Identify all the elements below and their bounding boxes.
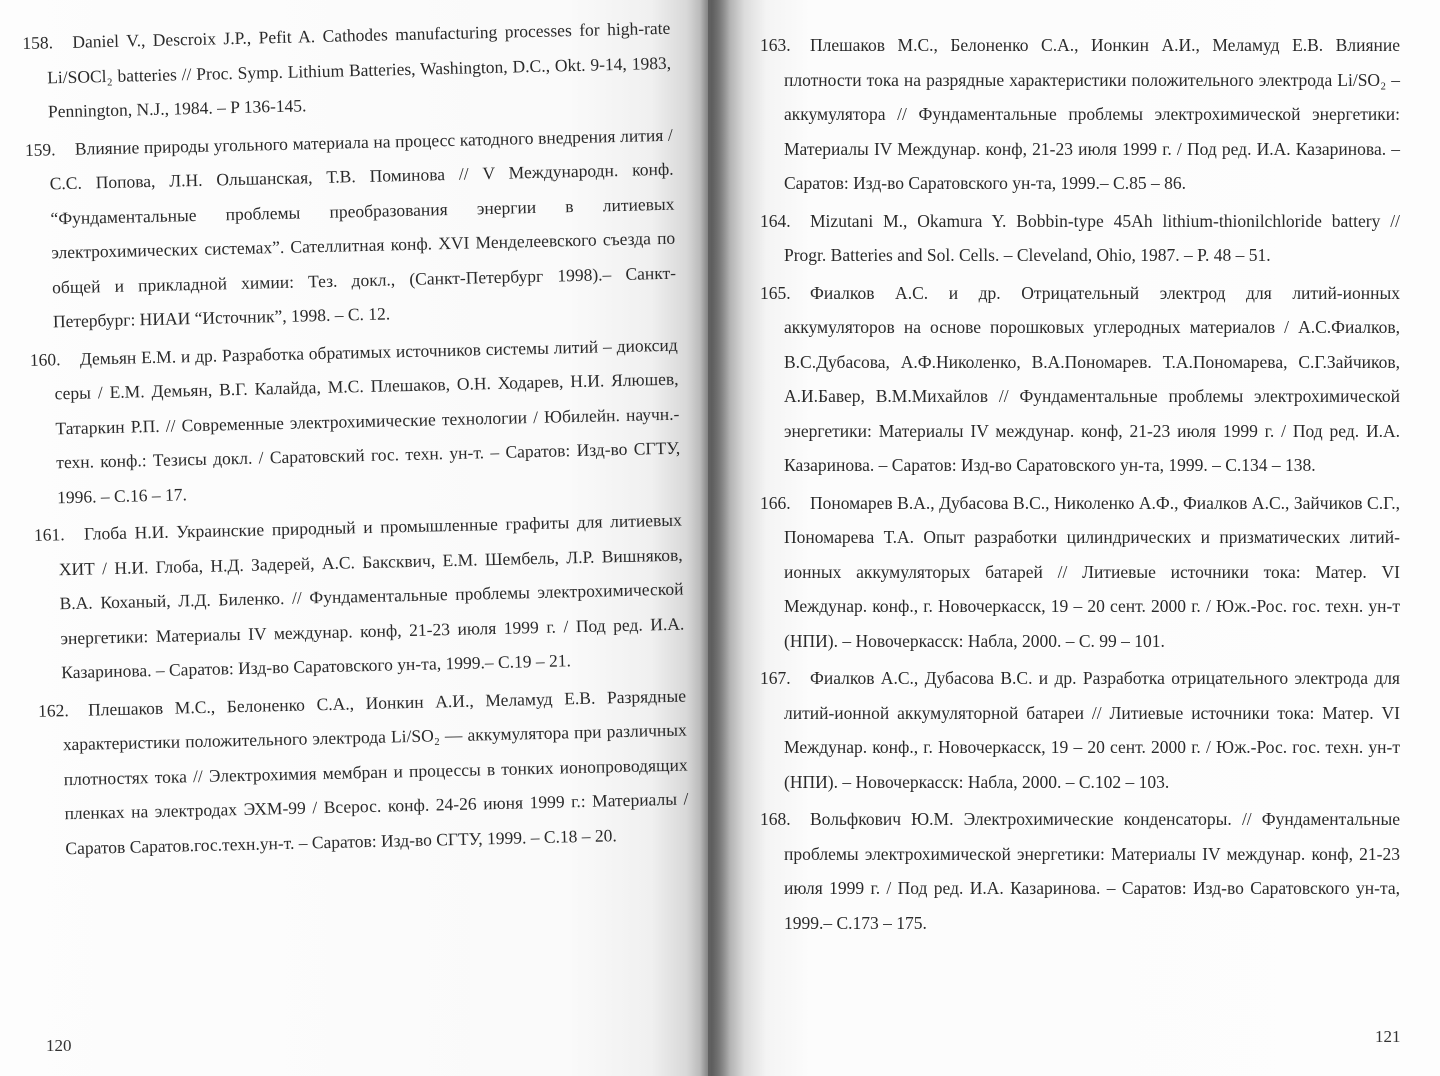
- reference-text: Плешаков М.С., Белоненко С.А., Ионкин А.И., Меламуд Е.В. Разрядные характеристики положительного электрода Li/SO₂ — аккумулятора при различных плотностях тока // Электрохимия мембран и процессы в тонких ионопроводящих пленках на электродах ЭХМ-99 / Всерос. конф. 24-26 июня 1999 г.: Материалы / Саратов Саратов.гос.техн.ун-т. – Саратов: Изд-во СГТУ, 1999. – С.18 – 20.: [62, 685, 689, 858]
- reference-number: 168.: [760, 809, 791, 829]
- reference-number: 163.: [760, 35, 791, 55]
- reference-item: [38, 678, 690, 866]
- reference-item: [760, 204, 1400, 273]
- reference-text: Daniel V., Descroix J.P., Pefit A. Cathodes manufacturing processes for high-rate Li/SOCl₂ batteries // Proc. Symp. Lithium Batteries, Washington, D.C., Okt. 9-14, 1983, Pennington, N.J., 1984. – P 136-145.: [46, 17, 672, 122]
- reference-text: Фиалков А.С., Дубасова В.С. и др. Разработка отрицательного электрода для литий-ионной аккумуляторной батареи // Литиевые источники тока: Матер. VI Междунар. конф., г. Новочеркасск, 19 – 20 сент. 2000 г. / Юж.-Рос. гос. техн. ун-т (НПИ). – Новочеркасск: Набла, 2000. – С.102 – 103.: [784, 668, 1400, 792]
- page-number: 120: [46, 1036, 72, 1055]
- reference-list: [22, 11, 690, 869]
- reference-item: [760, 661, 1400, 799]
- reference-text: Mizutani M., Okamura Y. Bobbin-type 45Ah lithium-thionilchloride battery // Progr. Batteries and Sol. Cells. – Cleveland, Ohio, 1987. – P. 48 – 51.: [784, 210, 1400, 265]
- reference-item: [25, 117, 678, 339]
- left-page: [0, 0, 708, 1076]
- reference-number: 159.: [24, 138, 56, 160]
- reference-number: 164.: [760, 210, 791, 231]
- reference-item: [34, 503, 686, 691]
- reference-list: [760, 28, 1400, 943]
- reference-item: [22, 11, 672, 130]
- reference-item: [29, 327, 681, 515]
- reference-text: Фиалков А.С. и др. Отрицательный электрод для литий-ионных аккумуляторов на основе порошковых углеродных материалов / А.С.Фиалков, В.С.Дубасова, А.Ф.Николенко, В.А.Пономарев. Т.А.Пономарева, С.Г.Зайчиков, А.И.Бавер, В.М.Михайлов // Фундаментальные проблемы электрохимической энергетики: Материалы IV междунар. конф, 21-23 июля 1999 г. / Под ред. И.А. Казаринова. – Саратов: Изд-во Саратовского ун-та, 1999. – С.134 – 138.: [784, 282, 1400, 475]
- reference-text: Демьян Е.М. и др. Разработка обратимых источников системы литий – диоксид серы / Е.М. Демьян, В.Г. Калайда, М.С. Плешаков, О.Н. Ходарев, Н.И. Ялюшев, Татаркин Р.П. // Современные электрохимические технологии / Юбилейн. научн.-техн. конф.: Тезисы докл. / Саратовский гос. техн. ун-т. – Саратов: Изд-во СГТУ, 1996. – С.16 – 17.: [54, 334, 681, 507]
- reference-number: 158.: [22, 32, 54, 53]
- reference-number: 167.: [760, 668, 791, 688]
- reference-number: 165.: [760, 282, 791, 303]
- reference-text: Влияние природы угольного материала на процесс катодного внедрения лития / С.С. Попова, Л.Н. Ольшанская, Т.В. Поминова // V Международн. конф. “Фундаментальные проблемы преобразования энергии в литиевых электрохимических системах”. Сателлитная конф. XVI Менделеевского съезда по общей и прикладной химии: Тез. докл., (Санкт-Петербург 1998).– Санкт-Петербург: НИАИ “Источник”, 1998. – С. 12.: [49, 124, 677, 332]
- reference-number: 160.: [29, 348, 61, 370]
- reference-text: Вольфкович Ю.М. Электрохимические конденсаторы. // Фундаментальные проблемы электрохимической энергетики: Материалы IV междунар. конф, 21-23 июля 1999 г. / Под ред. И.А. Казаринова. – Саратов: Изд-во Саратовского ун-та, 1999.– С.173 – 175.: [784, 809, 1400, 933]
- reference-number: 166.: [760, 492, 791, 513]
- reference-item: [760, 276, 1400, 483]
- right-page: [708, 0, 1440, 1076]
- book-gutter-shadow: [700, 0, 730, 1076]
- reference-item: [760, 28, 1400, 201]
- reference-text: Плешаков М.С., Белоненко С.А., Ионкин А.И., Меламуд Е.В. Влияние плотности тока на разрядные характеристики положительного электрода Li/SO₂ – аккумулятора // Фундаментальные проблемы электрохимической энергетики: Материалы IV Междунар. конф, 21-23 июля 1999 г. / Под ред. И.А. Казаринова. – Саратов: Изд-во Саратовского ун-та, 1999.– С.85 – 86.: [784, 35, 1400, 193]
- reference-text: Глоба Н.И. Украинские природный и промышленные графиты для литиевых ХИТ / Н.И. Глоба, Н.Д. Задерей, А.С. Баксквич, Е.М. Шембель, Л.Р. Вишняков, В.А. Коханый, Л.Д. Биленко. // Фундаментальные проблемы электрохимической энергетики: Материалы IV междунар. конф, 21-23 июля 1999 г. / Под ред. И.А. Казаринова. – Саратов: Изд-во Саратовского ун-та, 1999.– С.19 – 21.: [58, 509, 685, 683]
- reference-item: [760, 802, 1400, 940]
- reference-item: [760, 486, 1400, 659]
- page-number: 121: [1375, 1027, 1401, 1046]
- reference-number: 162.: [37, 699, 69, 721]
- reference-text: Пономарев В.А., Дубасова В.С., Николенко А.Ф., Фиалков А.С., Зайчиков С.Г., Пономарева Т.А. Опыт разработки цилиндрических и призматических литий-ионных аккумуляторых батарей // Литиевые источники тока: Матер. VI Междунар. конф., г. Новочеркасск, 19 – 20 сент. 2000 г. / Юж.-Рос. гос. техн. ун-т (НПИ). – Новочеркасск: Набла, 2000. – С. 99 – 101.: [784, 492, 1400, 651]
- reference-number: 161.: [33, 524, 65, 545]
